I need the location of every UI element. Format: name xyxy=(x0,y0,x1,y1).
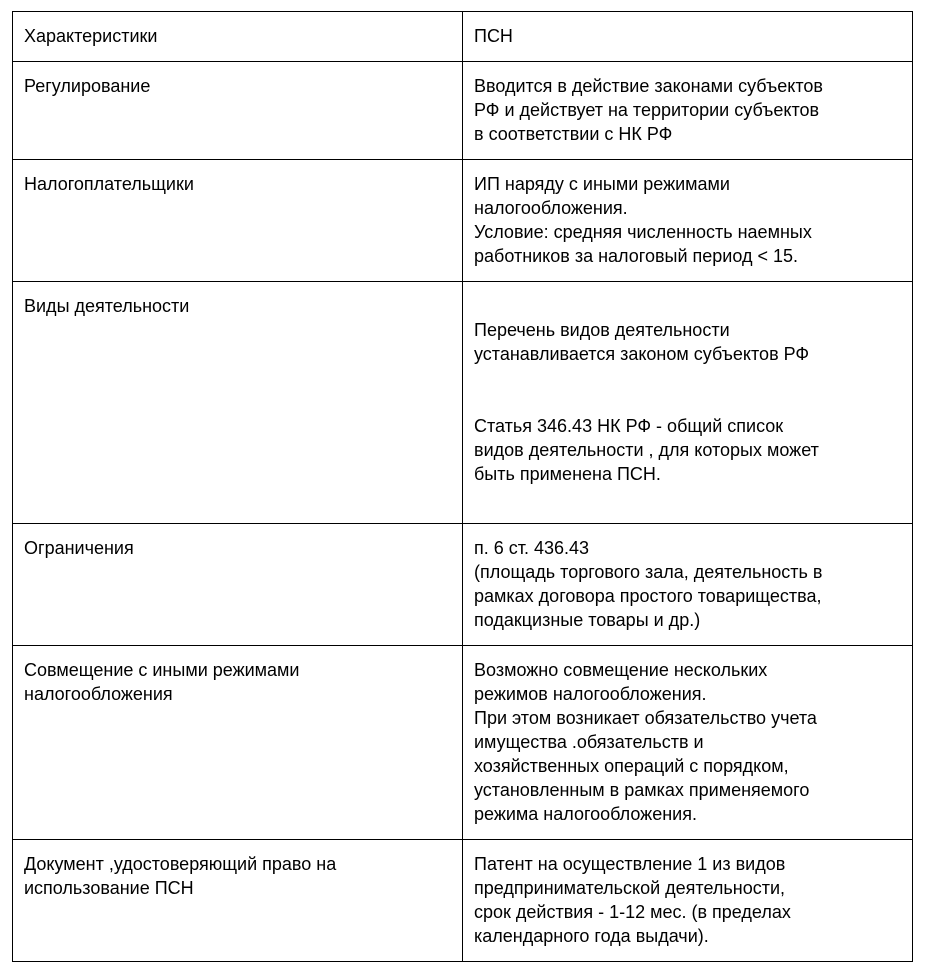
table-row-combination xyxy=(13,646,913,840)
table-row-activities xyxy=(13,282,913,524)
row-label: Документ ,удостоверяющий право на использование ПСН xyxy=(13,840,463,962)
row-label: Совмещение с иными режимами налогообложения xyxy=(13,646,463,840)
table-row-restrictions xyxy=(13,524,913,646)
row-value: Перечень видов деятельности устанавливается законом субъектов РФ Статья 346.43 НК РФ - общий список видов деятельности , для которых может быть применена ПСН. xyxy=(463,282,913,524)
row-value: Вводится в действие законами субъектов РФ и действует на территории субъектов в соответствии с НК РФ xyxy=(463,62,913,160)
table-row-header xyxy=(13,12,913,62)
row-label: Регулирование xyxy=(13,62,463,160)
patent-tax-table xyxy=(12,11,913,962)
row-value: Патент на осуществление 1 из видов предпринимательской деятельности, срок действия - 1-12 мес. (в пределах календарного года выдачи). xyxy=(463,840,913,962)
table-row-taxpayers xyxy=(13,160,913,282)
table-row-regulation xyxy=(13,62,913,160)
row-value: ПСН xyxy=(463,12,913,62)
row-label: Налогоплательщики xyxy=(13,160,463,282)
row-value: Возможно совмещение нескольких режимов налогообложения. При этом возникает обязательство учета имущества .обязательств и хозяйственных операций с порядком, установленным в рамках применяемого режима налогообложения. xyxy=(463,646,913,840)
row-value: ИП наряду с иными режимами налогообложения. Условие: средняя численность наемных работников за налоговый период < 15. xyxy=(463,160,913,282)
row-label: Виды деятельности xyxy=(13,282,463,524)
row-label: Ограничения xyxy=(13,524,463,646)
row-label: Характеристики xyxy=(13,12,463,62)
row-value: п. 6 ст. 436.43 (площадь торгового зала, деятельность в рамках договора простого товарищества, подакцизные товары и др.) xyxy=(463,524,913,646)
table-row-document xyxy=(13,840,913,962)
